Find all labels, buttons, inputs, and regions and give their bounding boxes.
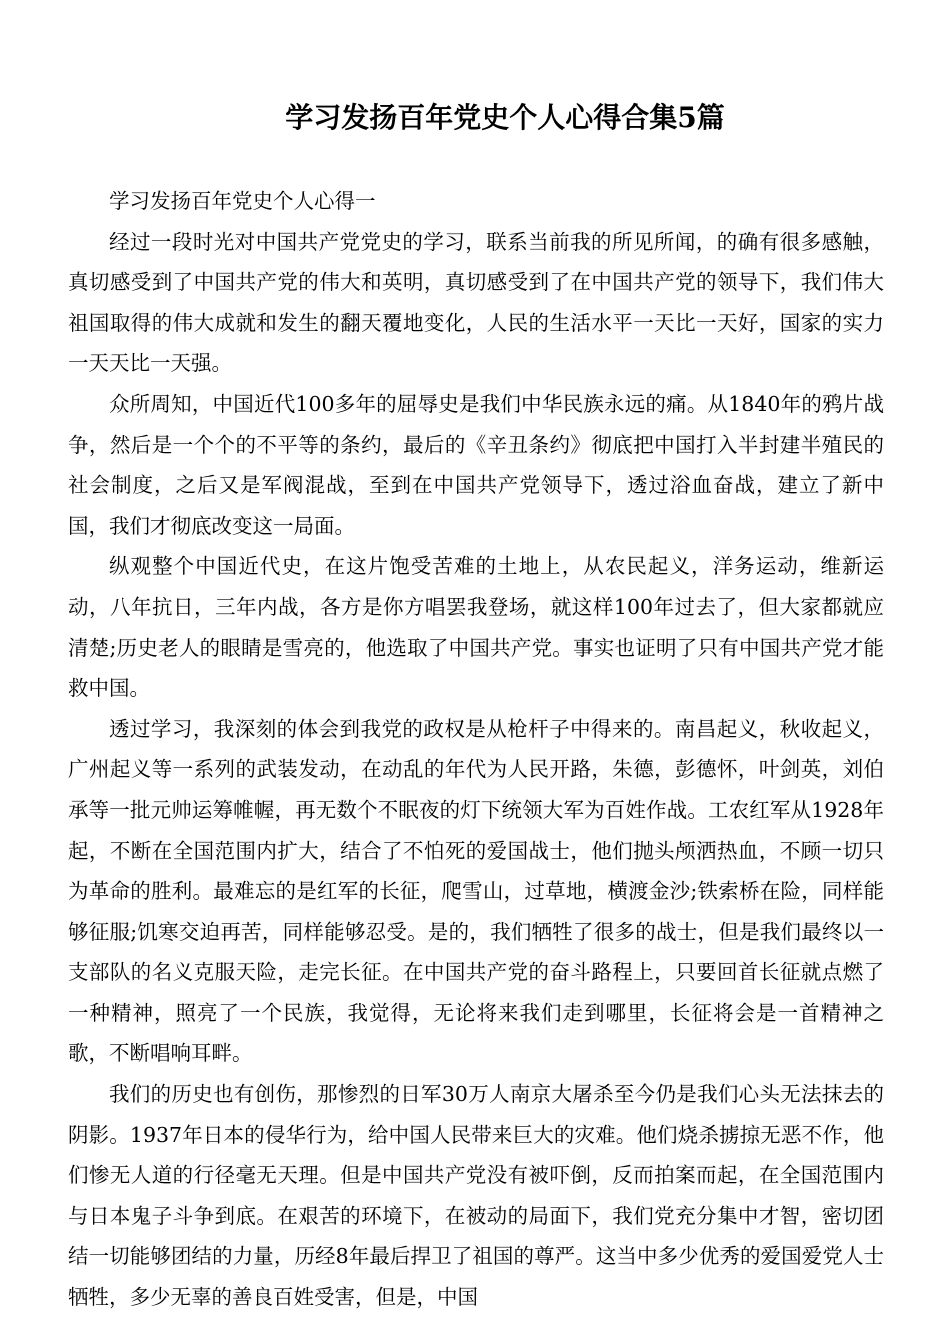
paragraph: 众所周知，中国近代100多年的屈辱史是我们中华民族永远的痛。从1840年的鸦片战争，然后是一个个的不平等的条约，最后的《辛丑条约》彻底把中国打入半封建半殖民的社会制度，之后又是军阀混战，至到在中国共产党领导下，透过浴血奋战，建立了新中国，我们才彻底改变这一局面。 bbox=[68, 391, 884, 538]
section-heading: 学习发扬百年党史个人心得一 bbox=[109, 189, 376, 213]
paragraph: 透过学习，我深刻的体会到我党的政权是从枪杆子中得来的。南昌起义，秋收起义，广州起义等一系列的武装发动，在动乱的年代为人民开路，朱德，彭德怀，叶剑英，刘伯承等一批元帅运筹帷幄，再无数个不眠夜的灯下统领大军为百姓作战。工农红军从1928年起，不断在全国范围内扩大，结合了不怕死的爱国战士，他们抛头颅洒热血，不顾一切只为革命的胜利。最难忘的是红军的长征，爬雪山，过草地，横渡金沙;铁索桥在险，同样能够征服;饥寒交迫再苦，同样能够忍受。是的，我们牺牲了很多的战士，但是我们最终以一支部队的名义克服天险，走完长征。在中国共产党的奋斗路程上，只要回首长征就点燃了一种精神，照亮了一个民族，我觉得，无论将来我们走到哪里，长征将会是一首精神之歌，不断唱响耳畔。 bbox=[68, 716, 884, 1066]
document-title: 学习发扬百年党史个人心得合集5篇 bbox=[285, 101, 725, 134]
paragraph: 经过一段时光对中国共产党党史的学习，联系当前我的所见所闻，的确有很多感触，真切感受到了中国共产党的伟大和英明，真切感受到了在中国共产党的领导下，我们伟大祖国取得的伟大成就和发生的翻天覆地变化，人民的生活水平一天比一天好，国家的实力一天天比一天强。 bbox=[68, 229, 884, 376]
paragraph: 我们的历史也有创伤，那惨烈的日军30万人南京大屠杀至今仍是我们心头无法抹去的阴影。1937年日本的侵华行为，给中国人民带来巨大的灾难。他们烧杀掳掠无恶不作，他们惨无人道的行径毫无天理。但是中国共产党没有被吓倒，反而拍案而起，在全国范围内与日本鬼子斗争到底。在艰苦的环境下，在被动的局面下，我们党充分集中才智，密切团结一切能够团结的力量，历经8年最后捍卫了祖国的尊严。这当中多少优秀的爱国爱党人士牺牲，多少无辜的善良百姓受害，但是，中国 bbox=[68, 1082, 884, 1310]
paragraph: 纵观整个中国近代史，在这片饱受苦难的土地上，从农民起义，洋务运动，维新运动，八年抗日，三年内战，各方是你方唱罢我登场，就这样100年过去了，但大家都就应清楚;历史老人的眼睛是雪亮的，他选取了中国共产党。事实也证明了只有中国共产党才能救中国。 bbox=[68, 554, 884, 701]
document-body bbox=[68, 181, 884, 1318]
